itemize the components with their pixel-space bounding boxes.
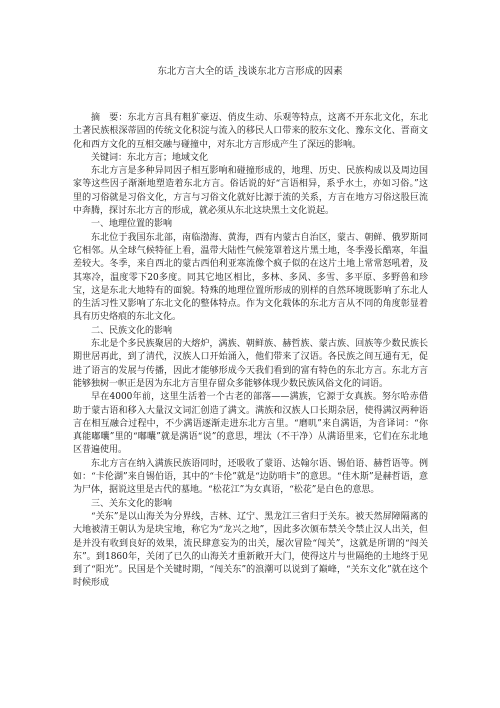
abstract-paragraph: 摘 要：东北方言具有粗犷豪迈、俏皮生动、乐观等特点，这离不开东北文化，东北土著民族根深蒂固的传统文化积淀与流入的移民人口带来的胶东文化、豫东文化、晋商文化和西方文化的互相交融与碰撞中，对东北方言形成产生了深远的影响。 (73, 113, 428, 150)
section-heading: 三、关东文化的影响 (91, 498, 173, 509)
keywords-line: 关键词：东北方言；地域文化 (91, 152, 209, 163)
body-paragraph: 东北是个多民族聚居的大熔炉，满族、朝鲜族、赫哲族、蒙古族、回族等少数民族长期世居再此，到了清代，汉族人口开始涌入，他们带来了汉语。各民族之间互通有无，促进了语言的发展与传播，因此才能够形成今天我们看到的富有特色的东北方言。东北方言能够独树一帜正是因为东北方言里存留众多能够体现少数民族风俗文化的词语。 (73, 339, 428, 389)
body-paragraph: 东北位于我国东北部，南临渤海、黄海，西有内蒙古自治区，蒙古、朝鲜、俄罗斯同它相邻。从全球气候特征上看，温带大陆性气候笼罩着这片黑土地，冬季漫长酷寒，年温差较大。冬季，来自西北的蒙古西伯利亚寒流像个疯子似的在这片土地上常常怒吼着，及其寒冷，温度零下20多度。同其它地区相比，多林、多风、多雪、多平原、多野兽和珍宝，这是东北大地特有的面貌。特殊的地理位置所形成的别样的自然环境既影响了东北人的生活习性又影响了东北文化的整体特点。作为文化载体的东北方言从不同的角度彰显着具有历史烙痕的东北文化。 (73, 232, 428, 323)
body-paragraph: 东北方言是多种异同因子相互影响和碰撞形成的，地理、历史、民族构成以及周边国家等这些因子渐渐地塑造着东北方言。俗话说的好“言语相异，系乎水土，亦如习俗。”这里的习俗就是习俗文化，方言与习俗文化就好比源于流的关系，方言在地方习俗这股巨流中奔腾，探讨东北方言的形成，就必须从东北这块黑土文化说起。 (73, 166, 428, 217)
document-title: 东北方言大全的话_浅谈东北方言形成的因素 (157, 66, 343, 77)
section-heading: 一、地理位置的影响 (91, 219, 173, 230)
body-paragraph: 早在4000年前，这里生活着一个古老的部落——满族，它源于女真族。努尔哈赤借助于蒙古语和移入大量汉文词汇创造了满文。满族和汉族人口长期杂居，使得满汉两种语言在相互融合过程中，不少满语逐渐走进东北方言里。“磨叽”来自满语，为音译词：“你真能嘟囔”里的“嘟囔”就是满语“说”的意思，埋汰（不干净）从满语里来，它们在东北地区普遍使用。 (73, 392, 428, 456)
body-paragraph: “关东”是以山海关为分界线，吉林、辽宁、黑龙江三省归于关东。被天然屏障隔离的大地被清王朝认为是块宝地，称它为“龙兴之地”，因此多次颁布禁关令禁止汉人出关，但是并没有收到良好的效果，流民肆意妄为的出关，屡次冒险“闯关”，这就是所谓的“闯关东”。到1860年，关闭了已久的山海关才重新敞开大门，使得这片与世隔绝的土地终于见到了“阳光”。民国是个关键时期，“闯关东”的浪潮可以说到了巅峰，“关东文化”就在这个时候形成 (73, 511, 428, 589)
body-paragraph: 东北方言在纳入满族民族语同时，还吸收了蒙语、达翰尔语、锡伯语、赫哲语等。例如：“卡伦湖”来自锡伯语，其中的“卡伦”就是“边防哨卡”的意思。“佳木斯”是赫哲语，意为尸体，据说这里是古代的墓地。“松花江”为女真语，“松花”是白色的意思。 (73, 458, 428, 496)
section-heading: 二、民族文化的影响 (91, 325, 173, 336)
document-body (73, 112, 428, 591)
